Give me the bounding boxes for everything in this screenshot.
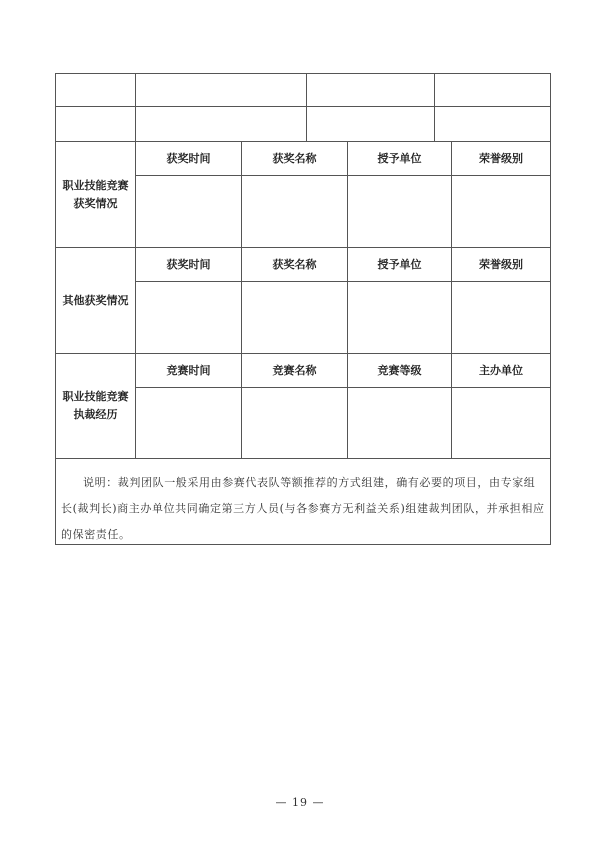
table-rule — [135, 175, 551, 176]
column-header: 荣誉级别 — [479, 151, 523, 165]
column-header: 获奖时间 — [166, 257, 211, 271]
section-label: 其他获奖情况 — [62, 293, 129, 307]
table-rule — [55, 458, 551, 459]
page-number: — 19 — — [275, 796, 325, 809]
column-header: 授予单位 — [377, 151, 422, 165]
column-header: 竞赛等级 — [377, 363, 422, 377]
column-header: 竞赛名称 — [272, 363, 317, 377]
table-rule — [347, 141, 348, 458]
table-rule — [434, 73, 435, 141]
table-note: 说明：裁判团队一般采用由参赛代表队等额推荐的方式组建，确有必要的项目，由专家组长(裁判长)商主办单位共同确定第三方人员(与各参赛方无利益关系)组建裁判团队，并承担相应的保密责任。 — [61, 476, 545, 541]
column-header: 授予单位 — [377, 257, 422, 271]
column-header: 竞赛时间 — [166, 363, 211, 377]
table-rule — [135, 387, 551, 388]
column-header: 获奖名称 — [272, 151, 317, 165]
column-header: 获奖名称 — [272, 257, 317, 271]
table-rule — [55, 106, 551, 107]
column-header: 获奖时间 — [166, 151, 211, 165]
table-rule — [135, 281, 551, 282]
column-header: 主办单位 — [479, 363, 523, 377]
table-rule — [135, 73, 136, 141]
section-label: 职业技能竞赛执裁经历 — [62, 390, 129, 421]
table-rule — [306, 73, 307, 141]
table-rule — [241, 141, 242, 458]
table-rule — [451, 141, 452, 458]
table-rule — [135, 141, 136, 458]
column-header: 荣誉级别 — [479, 257, 523, 271]
section-label: 职业技能竞赛获奖情况 — [62, 178, 129, 210]
